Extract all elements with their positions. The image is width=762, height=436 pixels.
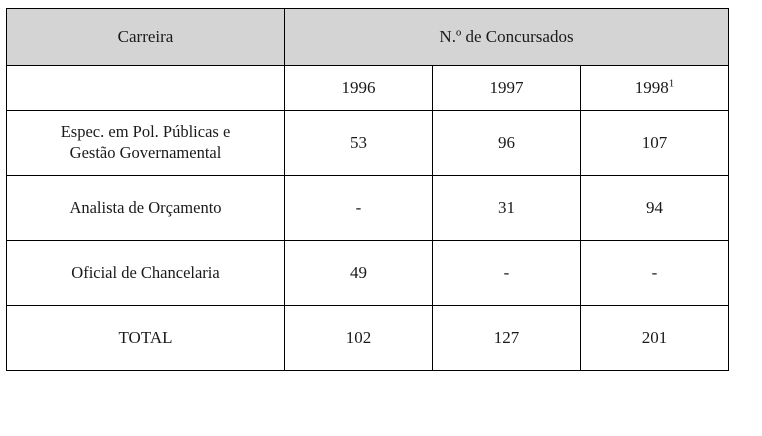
header-carreira: Carreira — [7, 9, 285, 66]
table-header-row — [7, 9, 729, 66]
year-1997: 1997 — [433, 66, 581, 111]
table-row — [7, 176, 729, 241]
row-label-line1: TOTAL — [118, 328, 173, 348]
cell-especialista-1996: 53 — [285, 111, 433, 176]
cell-total-1996: 102 — [285, 306, 433, 371]
cell-oficial-1996: 49 — [285, 241, 433, 306]
table-total-row — [7, 306, 729, 371]
cell-oficial-1998: - — [581, 241, 729, 306]
year-1998-label: 1998 — [634, 78, 669, 98]
cell-total-1997: 127 — [433, 306, 581, 371]
cell-especialista-1998: 107 — [581, 111, 729, 176]
row-label-line1: Espec. em Pol. Públicas e — [60, 122, 231, 142]
row-label-analista-orcamento — [7, 176, 285, 241]
year-row-blank-cell — [7, 66, 285, 111]
cell-analista-1998: 94 — [581, 176, 729, 241]
year-1996: 1996 — [285, 66, 433, 111]
row-label-line1: Oficial de Chancelaria — [71, 262, 220, 282]
header-concursados: N.º de Concursados — [285, 9, 729, 66]
cell-analista-1997: 31 — [433, 176, 581, 241]
concursados-table — [6, 8, 729, 371]
row-label-total — [7, 306, 285, 371]
cell-oficial-1997: - — [433, 241, 581, 306]
table-row — [7, 111, 729, 176]
year-1998-footnote-marker: 1 — [668, 77, 675, 90]
row-label-line2: Gestão Governamental — [69, 143, 222, 162]
table-row — [7, 241, 729, 306]
document-page — [0, 8, 762, 436]
row-label-line1: Analista de Orçamento — [69, 197, 222, 217]
table-year-row — [7, 66, 729, 111]
row-label-oficial-chancelaria — [7, 241, 285, 306]
row-label-especialista — [7, 111, 285, 176]
cell-analista-1996: - — [285, 176, 433, 241]
year-1998 — [581, 66, 729, 111]
cell-total-1998: 201 — [581, 306, 729, 371]
cell-especialista-1997: 96 — [433, 111, 581, 176]
